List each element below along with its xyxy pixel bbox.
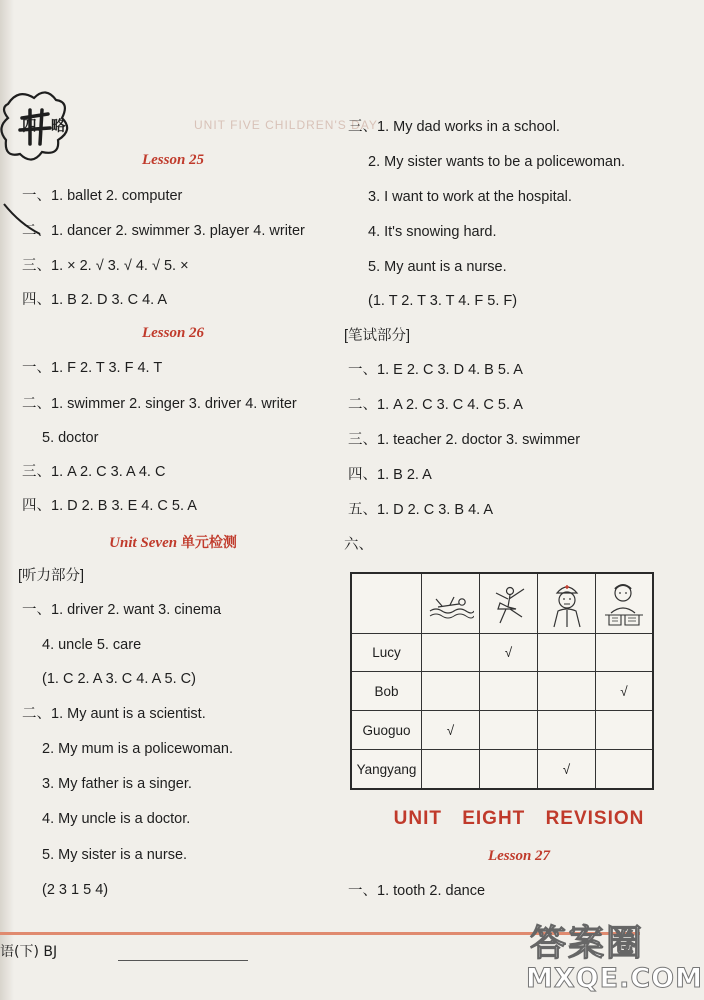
l25-line-2: 二、1. dancer 2. swimmer 3. player 4. writer	[22, 223, 305, 239]
swimmer-picture-icon	[422, 574, 480, 634]
r3-line-2: 2. My sister wants to be a policewoman.	[368, 154, 626, 170]
table-cell	[538, 634, 596, 672]
l26-line-4: 三、1. A 2. C 3. A 4. C	[22, 464, 166, 480]
header-mark: 四、略	[22, 119, 66, 135]
table-cell	[596, 750, 652, 788]
unit-seven-title	[14, 532, 332, 552]
table-corner	[352, 574, 422, 634]
l25-line-4: 四、1. B 2. D 3. C 4. A	[22, 292, 168, 308]
table-cell	[480, 672, 538, 711]
u7-line-2: 4. uncle 5. care	[42, 637, 142, 653]
table-row-name: Yangyang	[352, 750, 422, 788]
table-cell	[538, 711, 596, 750]
watermark-url: MXQE.COM	[526, 963, 703, 994]
written-label: [笔试部分]	[344, 328, 411, 344]
w-line-3: 三、1. teacher 2. doctor 3. swimmer	[348, 432, 581, 448]
lesson-25-title: Lesson 25	[141, 152, 205, 168]
table-cell	[596, 711, 652, 750]
table-cell: √	[596, 672, 652, 711]
table-cell	[422, 634, 480, 672]
table-cell	[480, 711, 538, 750]
u7-line-1: 一、1. driver 2. want 3. cinema	[22, 602, 222, 618]
job-table	[350, 572, 654, 790]
w-line-5: 五、1. D 2. C 3. B 4. A	[348, 502, 494, 518]
table-row-name: Bob	[352, 672, 422, 711]
table-cell	[596, 634, 652, 672]
table-cell	[422, 672, 480, 711]
u7-line-9: (2 3 1 5 4)	[42, 882, 109, 898]
lesson-26-title: Lesson 26	[141, 325, 205, 341]
l25-line-1: 一、1. ballet 2. computer	[22, 188, 183, 204]
w-line-1: 一、1. E 2. C 3. D 4. B 5. A	[348, 362, 523, 378]
w-line-2: 二、1. A 2. C 3. C 4. C 5. A	[348, 397, 523, 413]
footer-underline	[118, 960, 248, 961]
dancer-picture-icon	[480, 574, 538, 634]
l26-line-1: 一、1. F 2. T 3. F 4. T	[22, 360, 163, 376]
lesson-27-title: Lesson 27	[487, 848, 551, 864]
table-row-name: Lucy	[352, 634, 422, 672]
u7-line-8: 5. My sister is a nurse.	[42, 847, 188, 863]
r3-line-1: 三、1. My dad works in a school.	[348, 119, 560, 135]
w-line-6: 六、	[344, 537, 373, 553]
r3-line-6: (1. T 2. T 3. T 4. F 5. F)	[368, 293, 518, 309]
r3-line-5: 5. My aunt is a nurse.	[368, 259, 507, 275]
show-through-text: UNIT FIVE CHILDREN'S DAY	[194, 118, 378, 132]
l27-line-1: 一、1. tooth 2. dance	[348, 883, 486, 899]
u7-line-5: 2. My mum is a policewoman.	[42, 741, 233, 757]
footer-label: 语(下) BJ	[0, 944, 58, 960]
l25-line-3: 三、1. × 2. √ 3. √ 4. √ 5. ×	[22, 258, 189, 274]
r3-line-3: 3. I want to work at the hospital.	[368, 189, 572, 205]
unit-eight-title: UNIT EIGHT REVISION	[393, 808, 645, 829]
table-cell	[538, 672, 596, 711]
table-cell	[422, 750, 480, 788]
handwritten-stamp-icon	[0, 84, 78, 244]
l26-line-3: 5. doctor	[42, 430, 99, 446]
table-cell: √	[480, 634, 538, 672]
table-cell: √	[422, 711, 480, 750]
table-cell	[480, 750, 538, 788]
l26-line-5: 四、1. D 2. B 3. E 4. C 5. A	[22, 498, 197, 514]
writer-picture-icon	[596, 574, 652, 634]
u7-line-4: 二、1. My aunt is a scientist.	[22, 706, 206, 722]
u7-line-6: 3. My father is a singer.	[42, 776, 192, 792]
table-cell: √	[538, 750, 596, 788]
u7-line-3: (1. C 2. A 3. C 4. A 5. C)	[42, 671, 196, 687]
l26-line-2: 二、1. swimmer 2. singer 3. driver 4. writer	[22, 396, 297, 412]
table-row-name: Guoguo	[352, 711, 422, 750]
r3-line-4: 4. It's snowing hard.	[368, 224, 497, 240]
listening-label: [听力部分]	[18, 568, 85, 584]
unit-seven-title-cn: 单元检测	[180, 535, 237, 551]
site-watermark	[520, 915, 704, 1000]
unit-seven-title-en: Unit Seven	[109, 535, 178, 551]
w-line-4: 四、1. B 2. A	[348, 467, 432, 483]
doctor-picture-icon	[538, 574, 596, 634]
u7-line-7: 4. My uncle is a doctor.	[42, 811, 191, 827]
watermark-logo: 答案圈	[530, 923, 645, 964]
